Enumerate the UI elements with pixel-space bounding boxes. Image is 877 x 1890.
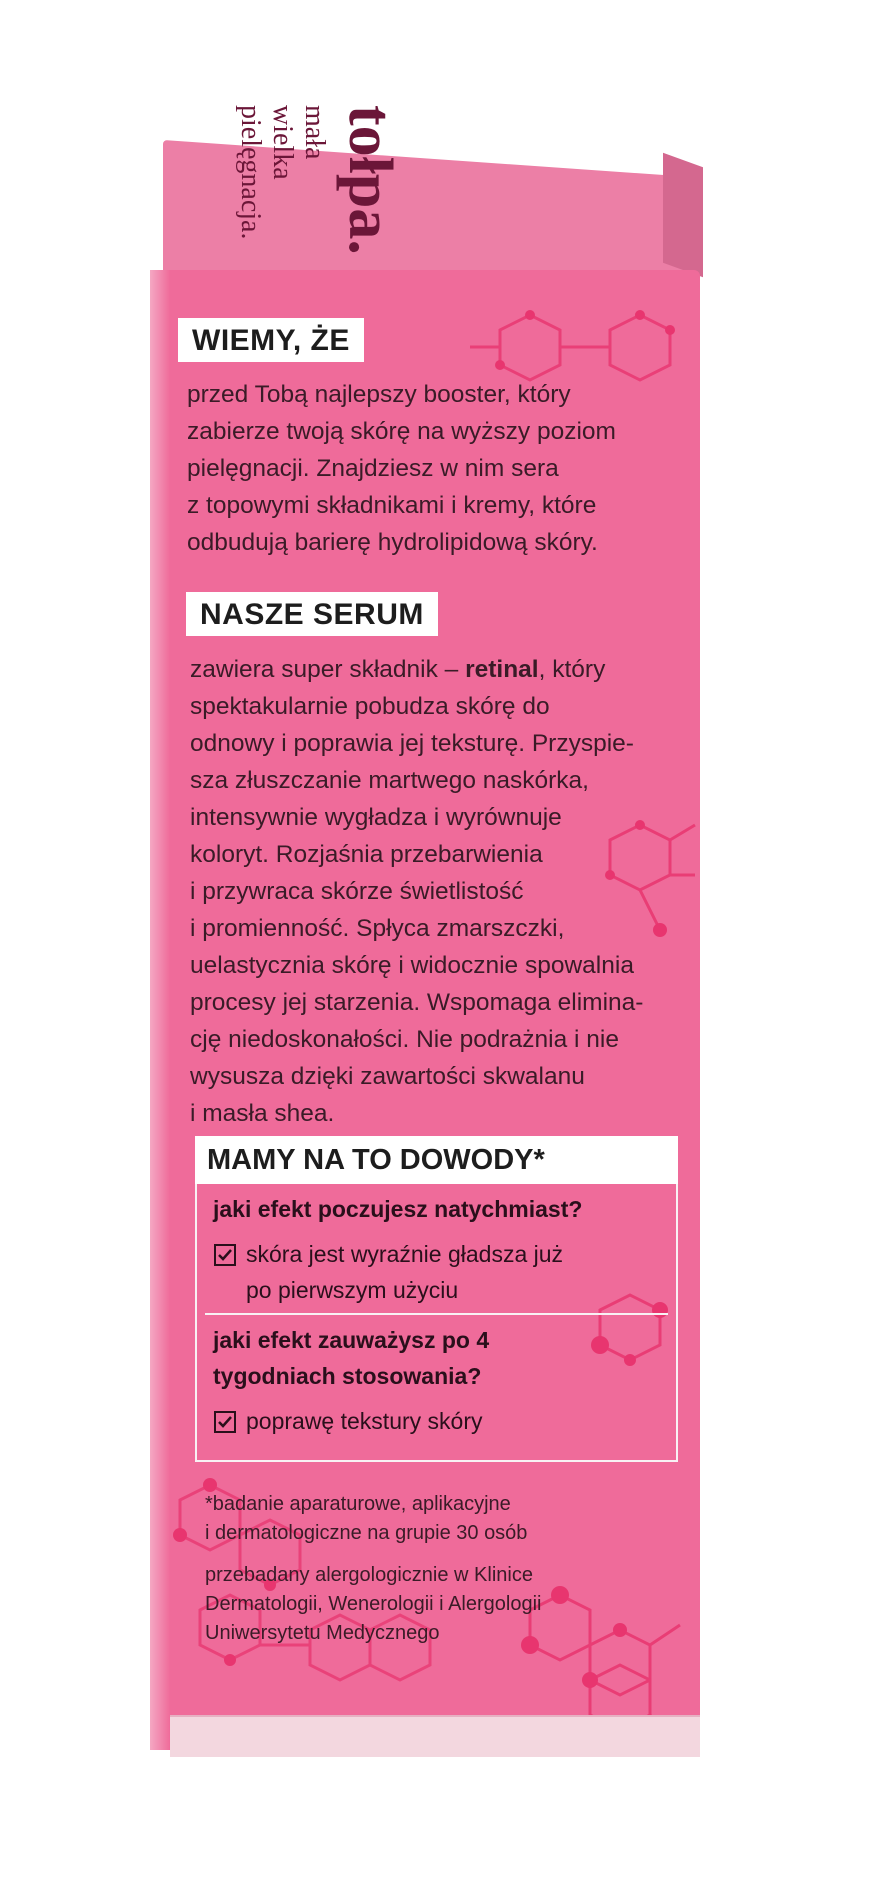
- section-heading-wiemy-ze: WIEMY, ŻE: [178, 318, 364, 362]
- footnote-study: *badanie aparaturowe, aplikacyjne i dermatologiczne na grupie 30 osób: [205, 1493, 528, 1544]
- answer-4-weeks: poprawę tekstury skóry: [246, 1408, 483, 1434]
- proof-divider: [205, 1313, 668, 1315]
- footnote-allergy: przebadany alergologicznie w Klinice Dermatologii, Wenerologii i Alergologii Uniwersytetu Medycznego: [205, 1564, 542, 1644]
- brand-block: [195, 105, 615, 255]
- section-heading-nasze-serum: NASZE SERUM: [186, 592, 438, 636]
- box-side-edge: [663, 153, 703, 278]
- checkmark-icon: [214, 1244, 236, 1266]
- answer-immediate: skóra jest wyraźnie gładsza już po pierwszym użyciu: [246, 1241, 564, 1303]
- question-4-weeks: jaki efekt zauważysz po 4 tygodniach stosowania?: [213, 1327, 490, 1389]
- proof-box-title: MAMY NA TO DOWODY*: [195, 1136, 678, 1184]
- question-immediate: jaki efekt poczujesz natychmiast?: [213, 1196, 583, 1222]
- section-text-nasze-serum: zawiera super składnik – retinal, który spektakularnie pobudza skórę do odnowy i poprawia jej teksturę. Przyspie- sza złuszczanie martwego naskórka, intensywnie wygładza i wyrównuje koloryt. Rozjaśnia przebarwienia i przywraca skórze świetlistość i promienność. Spłyca zmarszczki, uelastycznia skórę i widocznie spowalnia procesy jej starzenia. Wspomaga elimina- cję niedoskonałości. Nie podrażnia i nie wysusza dzięki zawartości skwalanu i masła shea.: [190, 656, 644, 1127]
- package-bottom-edge: [170, 1715, 700, 1757]
- brand-tagline: mała wielka pielęgnacja.: [235, 105, 330, 240]
- checkmark-icon: [214, 1411, 236, 1433]
- highlight-retinal: retinal: [465, 656, 539, 683]
- brand-logo: tołpa.: [334, 105, 405, 281]
- section-text-wiemy-ze: przed Tobą najlepszy booster, który zabierze twoją skórę na wyższy poziom pielęgnacji. Znajdziesz w nim sera z topowymi składnikami i kremy, które odbudują barierę hydrolipidową skóry.: [187, 381, 616, 556]
